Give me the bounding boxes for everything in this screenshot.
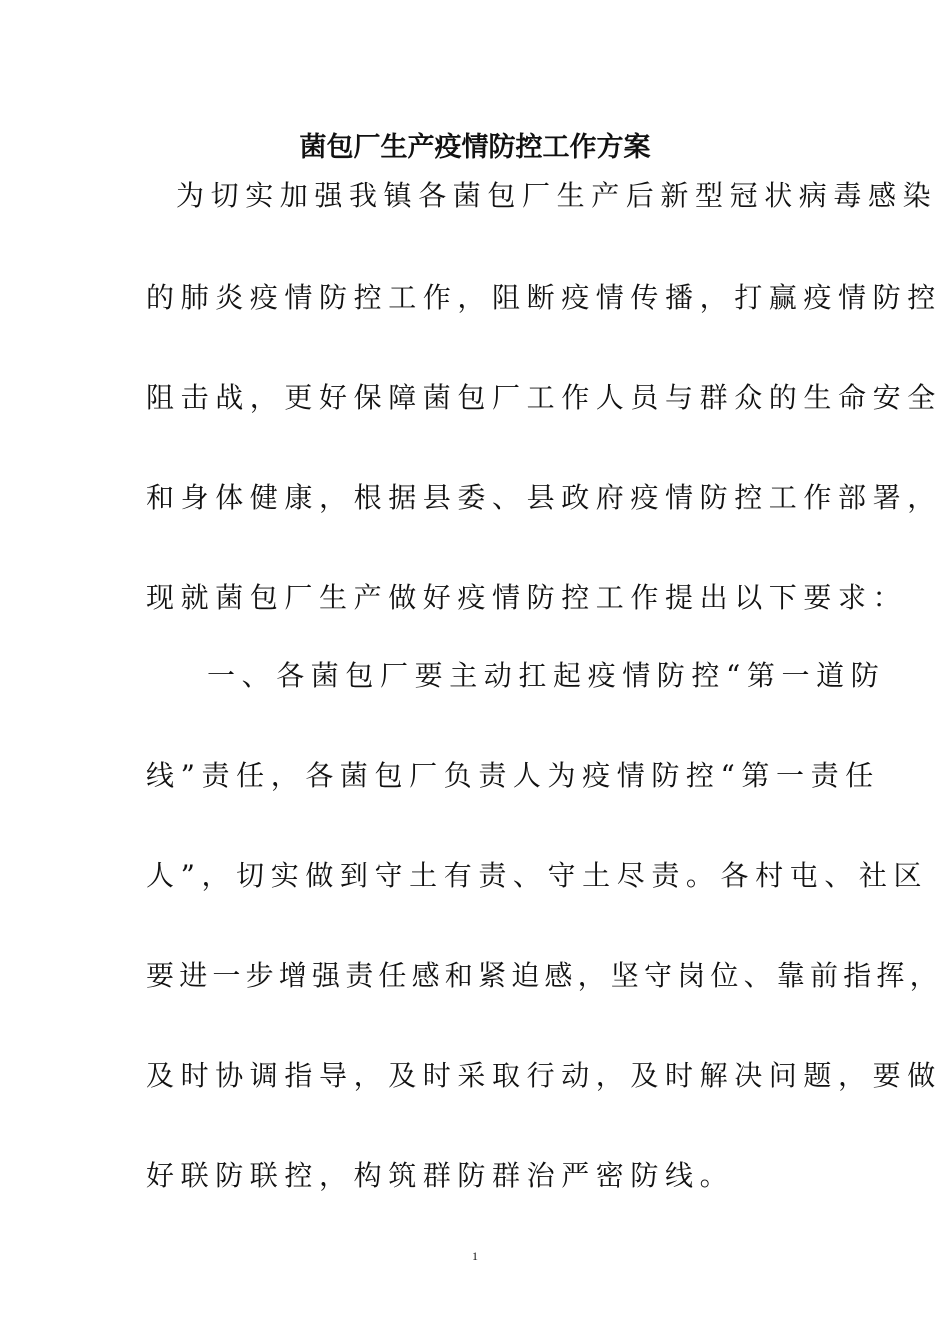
paragraph-2-line-2: 线”责任，各菌包厂负责人为疫情防控“第一责任 bbox=[146, 759, 880, 792]
paragraph-1-line-5: 现就菌包厂生产做好疫情防控工作提出以下要求： bbox=[146, 581, 908, 614]
paragraph-2-line-3: 人”，切实做到守土有责、守土尽责。各村屯、社区 bbox=[146, 859, 929, 892]
paragraph-1-line-4: 和身体健康，根据县委、县政府疫情防控工作部署， bbox=[146, 481, 942, 514]
document-title: 菌包厂生产疫情防控工作方案 bbox=[299, 132, 651, 163]
paragraph-2-line-1: 一、各菌包厂要主动扛起疫情防控“第一道防 bbox=[207, 659, 886, 692]
page-number: 1 bbox=[472, 1249, 478, 1263]
paragraph-1-line-1: 为切实加强我镇各菌包厂生产后新型冠状病毒感染 bbox=[176, 179, 938, 212]
paragraph-2-line-5: 及时协调指导，及时采取行动，及时解决问题，要做 bbox=[146, 1059, 942, 1092]
paragraph-1-line-2: 的肺炎疫情防控工作，阻断疫情传播，打赢疫情防控 bbox=[146, 281, 942, 314]
paragraph-2-line-4: 要进一步增强责任感和紧迫感，坚守岗位、靠前指挥， bbox=[146, 959, 943, 992]
paragraph-2-line-6: 好联防联控，构筑群防群治严密防线。 bbox=[146, 1159, 735, 1192]
paragraph-1-line-3: 阻击战，更好保障菌包厂工作人员与群众的生命安全 bbox=[146, 381, 942, 414]
